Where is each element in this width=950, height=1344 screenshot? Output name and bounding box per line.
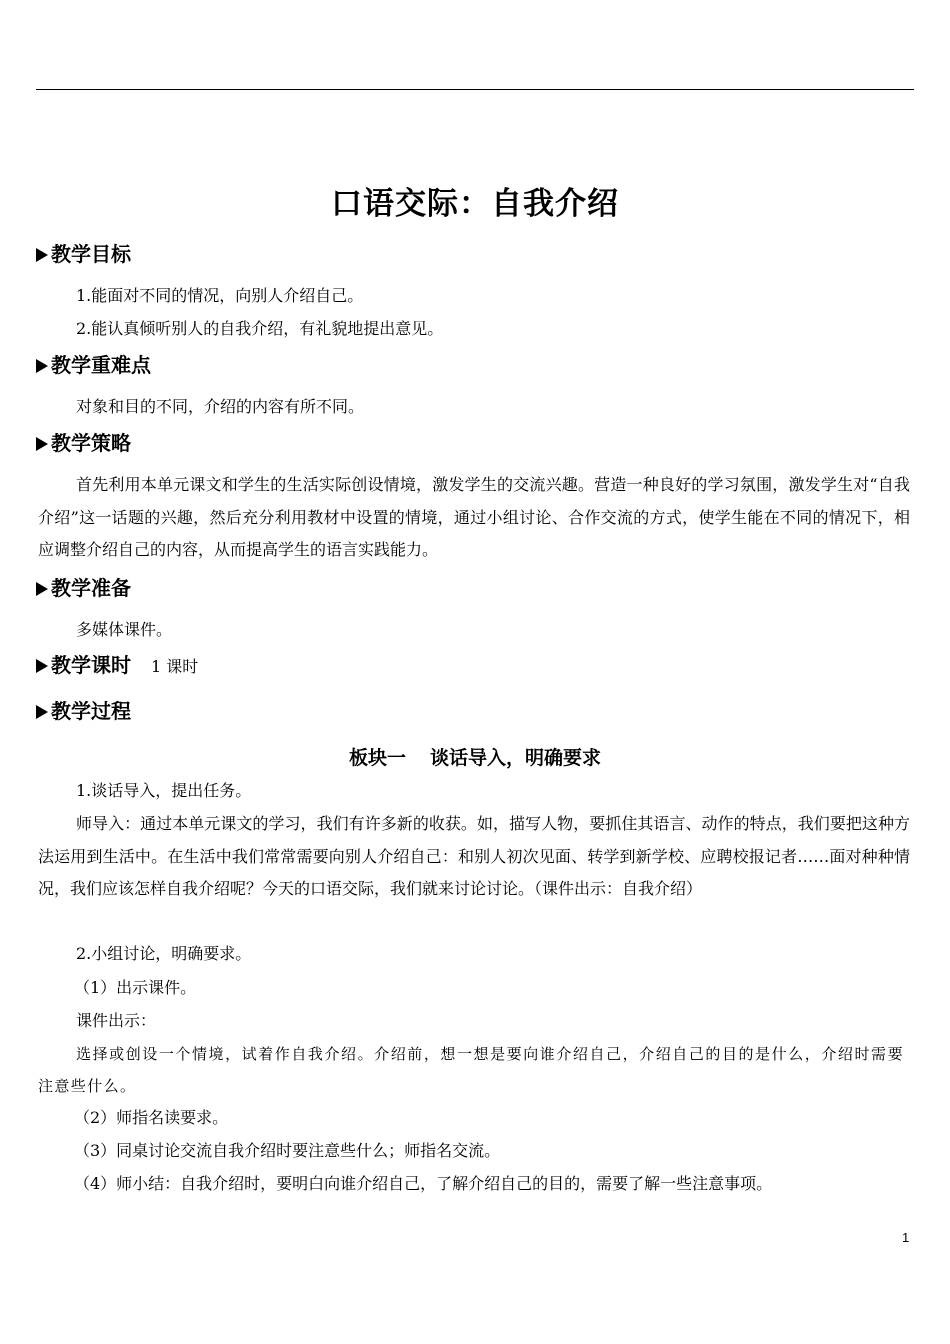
- process-sub-3: （3）同桌讨论交流自我介绍时要注意些什么；师指名交流。: [74, 1141, 501, 1160]
- process-sub-4: （4）师小结：自我介绍时，要明白向谁介绍自己，了解介绍自己的目的，需要了解一些注意事项。: [74, 1174, 773, 1193]
- triangle-bullet-icon: [36, 248, 48, 262]
- process-sub-1: （1）出示课件。: [74, 978, 197, 997]
- heading-class-hours: [36, 652, 198, 680]
- courseware-text: 选择或创设一个情境，试着作自我介绍。介绍前，想一想是要向谁介绍自己，介绍自己的目的是什么，介绍时需要注意些什么。: [38, 1045, 904, 1095]
- heading-strategy: [36, 430, 131, 456]
- page-title: 口语交际：自我介绍: [331, 186, 619, 222]
- heading-label: 教学准备: [51, 576, 131, 600]
- preparation-text: 多媒体课件。: [76, 620, 173, 639]
- triangle-bullet-icon: [36, 437, 48, 451]
- heading-label: 教学目标: [51, 242, 131, 266]
- teacher-intro-paragraph: 师导入：通过本单元课文的学习，我们有许多新的收获。如，描写人物，要抓住其语言、动作的特点，我们要把这种方法运用到生活中。在生活中我们常常需要向别人介绍自己：和别人初次见面、转学到新学校、应聘校报记者……面对种种情况，我们应该怎样自我介绍呢？今天的口语交际，我们就来讨论讨论。（课件出示：自我介绍）: [38, 814, 910, 898]
- heading-preparation: [36, 575, 131, 601]
- header-rule: [36, 89, 914, 90]
- courseware-label: 课件出示：: [76, 1011, 157, 1030]
- class-hours-value: 1 课时: [151, 657, 199, 676]
- heading-label: 教学策略: [51, 431, 131, 455]
- process-sub-2: （2）师指名读要求。: [74, 1108, 229, 1127]
- heading-label: 教学过程: [51, 699, 131, 723]
- goal-item-1: 1.能面对不同的情况，向别人介绍自己。: [76, 286, 364, 305]
- heading-label: 教学重难点: [51, 353, 151, 377]
- triangle-bullet-icon: [36, 705, 48, 719]
- block-number: 板块一: [348, 747, 406, 769]
- heading-label: 教学课时: [51, 653, 131, 677]
- triangle-bullet-icon: [36, 659, 48, 673]
- triangle-bullet-icon: [36, 582, 48, 596]
- heading-key-points: [36, 352, 151, 378]
- page-number: 1: [902, 1230, 910, 1245]
- process-step-2: 2.小组讨论，明确要求。: [76, 944, 252, 963]
- heading-teaching-process: [36, 698, 131, 724]
- block-name: 谈话导入，明确要求: [430, 747, 602, 769]
- goal-item-2: 2.能认真倾听别人的自我介绍，有礼貌地提出意见。: [76, 319, 444, 338]
- process-step-1: 1.谈话导入，提出任务。: [76, 781, 252, 800]
- strategy-paragraph: 首先利用本单元课文和学生的生活实际创设情境，激发学生的交流兴趣。营造一种良好的学习氛围，激发学生对“自我介绍”这一话题的兴趣，然后充分利用教材中设置的情境，通过小组讨论、合作交流的方式，使学生能在不同的情况下，相应调整介绍自己的内容，从而提高学生的语言实践能力。: [38, 475, 910, 559]
- block-title: [0, 743, 950, 770]
- triangle-bullet-icon: [36, 359, 48, 373]
- heading-teaching-goals: [36, 241, 131, 267]
- key-points-text: 对象和目的不同，介绍的内容有所不同。: [76, 397, 365, 416]
